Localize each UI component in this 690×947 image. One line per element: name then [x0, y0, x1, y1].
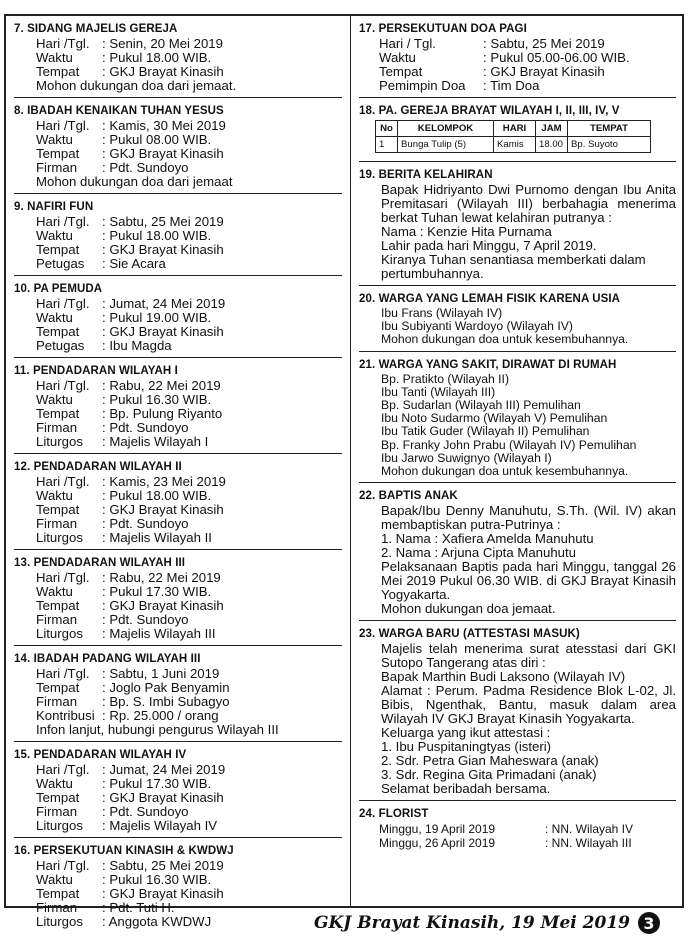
detail-label: Tempat: [36, 242, 80, 257]
section-title: 22. BAPTIS ANAK: [359, 490, 458, 503]
list-item: Ibu Subiyanti Wardoyo (Wilayah IV): [381, 319, 573, 334]
detail-value: : Kamis, 30 Mei 2019: [102, 118, 226, 133]
detail-row: [379, 37, 676, 51]
section-title: 20. WARGA YANG LEMAH FISIK KARENA USIA: [359, 293, 621, 305]
detail-value: : GKJ Brayat Kinasih: [102, 598, 224, 613]
right-column: [350, 16, 682, 906]
section-title: 23. WARGA BARU (ATTESTASI MASUK): [359, 628, 580, 641]
detail-label: Tempat: [36, 406, 80, 421]
birth-text: Bapak Hidriyanto Dwi Purnomo dengan Ibu Anita Premitasari (Wilayah III) berbahagia menerima berkat Tuhan lewat kelahiran putranya :: [381, 182, 676, 225]
detail-row: [36, 133, 342, 147]
detail-label: Liturgos: [36, 914, 83, 929]
attestation-m1: 1. Ibu Puspitaningtyas (isteri): [381, 739, 552, 755]
table-cell: 1: [376, 137, 398, 153]
attestation-who: Bapak Marthin Budi Laksono (Wilayah IV): [381, 669, 626, 685]
detail-row: [36, 667, 342, 681]
detail-value: : Rp. 25.000 / orang: [102, 708, 219, 723]
detail-value: : Pukul 18.00 WIB.: [102, 50, 212, 65]
detail-value: : GKJ Brayat Kinasih: [102, 502, 224, 517]
section-title: 13. PENDADARAN WILAYAH III: [14, 557, 186, 569]
detail-label: Tempat: [36, 790, 80, 805]
detail-value: : Majelis Wilayah I: [102, 434, 209, 449]
detail-label: Firman: [36, 804, 78, 819]
section-s16: [14, 844, 342, 933]
detail-value: : Pdt. Sundoyo: [102, 420, 189, 435]
detail-label: Waktu: [36, 488, 73, 503]
detail-row: [379, 51, 676, 65]
group-table: [375, 120, 651, 153]
detail-label: Hari /Tgl.: [36, 666, 90, 681]
detail-value: : Sabtu, 1 Juni 2019: [102, 666, 220, 681]
attestation-intro: Majelis telah menerima surat atesstasi dari GKI Sutopo Tangerang atas diri :: [381, 641, 676, 671]
section-s24: [359, 807, 676, 854]
detail-row: [36, 65, 342, 79]
detail-row: [36, 887, 342, 901]
footer-title: GKJ Brayat Kinasih, 19 Mei 2019: [314, 913, 630, 933]
detail-rows: [14, 571, 342, 641]
section-s9: [14, 200, 342, 276]
section-title: 12. PENDADARAN WILAYAH II: [14, 461, 182, 473]
detail-label: Waktu: [36, 228, 73, 243]
detail-row: [36, 379, 342, 393]
page-number: 3: [638, 912, 660, 934]
section-s12: [14, 460, 342, 550]
baptism-schedule: Pelaksanaan Baptis pada hari Minggu, tanggal 26 Mei 2019 Pukul 06.30 WIB. di GKJ Brayat Kinasih Yogyakarta.: [381, 559, 676, 603]
list-item: Mohon dukungan doa untuk kesembuhannya.: [381, 332, 629, 347]
detail-row: [36, 777, 342, 791]
detail-value: : Majelis Wilayah III: [102, 626, 216, 641]
detail-label: Waktu: [36, 132, 73, 147]
detail-label: Firman: [36, 694, 78, 709]
baptism-intro: Bapak/Ibu Denny Manuhutu, S.Th. (Wil. IV) akan membaptiskan putra-Putrinya :: [381, 503, 676, 533]
section-title: 11. PENDADARAN WILAYAH I: [14, 365, 178, 377]
table-header: HARI: [494, 121, 536, 137]
detail-row: [36, 805, 342, 819]
detail-label: Waktu: [36, 872, 73, 887]
list-item: Ibu Tanti (Wilayah III): [381, 384, 496, 399]
detail-row: [36, 161, 342, 175]
detail-rows: [14, 379, 342, 449]
detail-value: : Pdt. Sundoyo: [102, 612, 189, 627]
detail-value: : Pukul 16.30 WIB.: [102, 392, 212, 407]
table-row: [376, 137, 651, 153]
detail-row: [36, 613, 342, 627]
section-s18: [359, 104, 676, 162]
detail-value: : Pdt. Sundoyo: [102, 804, 189, 819]
detail-label: Firman: [36, 420, 78, 435]
section-title: 10. PA PEMUDA: [14, 283, 103, 295]
detail-value: : Pukul 08.00 WIB.: [102, 132, 212, 147]
list-item: Bp. Pratikto (Wilayah II): [381, 371, 510, 386]
detail-row: [36, 571, 342, 585]
section-s19: [359, 168, 676, 286]
detail-row: [36, 325, 342, 339]
section-title: 17. PERSEKUTUAN DOA PAGI: [359, 23, 527, 35]
detail-label: Kontribusi: [36, 708, 95, 723]
detail-rows: [14, 119, 342, 175]
section-s22: [359, 489, 676, 621]
birth-date: Lahir pada hari Minggu, 7 April 2019.: [381, 238, 597, 253]
detail-row: [36, 311, 342, 325]
detail-label: Waktu: [36, 584, 73, 599]
florist-date: Minggu, 26 April 2019: [379, 836, 496, 851]
detail-row: [36, 599, 342, 613]
detail-value: : Majelis Wilayah II: [102, 530, 212, 545]
page-footer: [314, 910, 660, 936]
detail-row: [36, 119, 342, 133]
florist-row: [379, 822, 676, 836]
detail-value: : Pukul 18.00 WIB.: [102, 228, 212, 243]
detail-label: Hari / Tgl.: [379, 36, 436, 51]
detail-label: Pemimpin Doa: [379, 78, 466, 93]
detail-rows: [359, 37, 676, 93]
table-cell: 18.00: [536, 137, 568, 153]
detail-label: Waktu: [36, 310, 73, 325]
section-title: 15. PENDADARAN WILAYAH IV: [14, 749, 187, 761]
detail-label: Firman: [36, 900, 78, 915]
detail-label: Tempat: [36, 680, 80, 695]
list-item: Ibu Frans (Wilayah IV): [381, 306, 503, 320]
detail-value: : GKJ Brayat Kinasih: [483, 64, 605, 79]
detail-value: : Pukul 17.30 WIB.: [102, 776, 212, 791]
section-s10: [14, 282, 342, 358]
detail-value: : Kamis, 23 Mei 2019: [102, 474, 226, 489]
detail-value: : Pukul 19.00 WIB.: [102, 310, 212, 325]
detail-row: [36, 393, 342, 407]
attestation-addr: Alamat : Perum. Padma Residence Blok L-02, Jl. Bibis, Ngenthak, Bantu, masuk dalam area Wilayah IV GKJ Brayat Kinasih Yogyakarta.: [381, 683, 676, 727]
table-header-row: [376, 121, 651, 137]
table-header: JAM: [536, 121, 568, 137]
attestation-fam: Keluarga yang ikut attestasi :: [381, 725, 551, 741]
detail-row: [36, 901, 342, 915]
section-s15: [14, 748, 342, 838]
detail-value: : Majelis Wilayah IV: [102, 818, 218, 833]
detail-row: [36, 791, 342, 805]
detail-value: : Tim Doa: [483, 78, 540, 93]
detail-label: Hari /Tgl.: [36, 296, 90, 311]
detail-value: : Pukul 17.30 WIB.: [102, 584, 212, 599]
child-2: 2. Nama : Arjuna Cipta Manuhutu: [381, 545, 576, 561]
detail-value: : Rabu, 22 Mei 2019: [102, 570, 221, 585]
detail-row: [36, 585, 342, 599]
section-s17: [359, 22, 676, 98]
detail-value: : Sabtu, 25 Mei 2019: [102, 858, 224, 873]
detail-rows: [14, 37, 342, 79]
table-header: KELOMPOK: [398, 121, 494, 137]
list-item: Ibu Tatik Guder (Wilayah II) Pemulihan: [381, 424, 590, 439]
blessing: Kiranya Tuhan senantiasa memberkati dalam pertumbuhannya.: [381, 252, 646, 281]
list-item: Ibu Noto Sudarmo (Wilayah V) Pemulihan: [381, 411, 608, 426]
detail-label: Hari /Tgl.: [36, 36, 90, 51]
detail-label: Firman: [36, 160, 78, 175]
detail-row: [36, 859, 342, 873]
detail-rows: [14, 215, 342, 271]
left-column: [6, 16, 350, 929]
detail-value: : Sie Acara: [102, 256, 166, 271]
child-1: 1. Nama : Xafiera Amelda Manuhutu: [381, 531, 594, 547]
detail-value: : Jumat, 24 Mei 2019: [102, 762, 226, 777]
detail-label: Waktu: [36, 776, 73, 791]
detail-row: [36, 695, 342, 709]
section-s14: [14, 652, 342, 742]
detail-label: Hari /Tgl.: [36, 570, 90, 585]
table-header: No: [376, 121, 398, 137]
section-title: 7. SIDANG MAJELIS GEREJA: [14, 23, 178, 35]
detail-rows: [14, 763, 342, 833]
section-note: Mohon dukungan doa dari jemaat.: [36, 78, 237, 93]
section-title: 9. NAFIRI FUN: [14, 201, 94, 213]
detail-label: Hari /Tgl.: [36, 858, 90, 873]
table-cell: Bp. Suyoto: [568, 137, 651, 153]
section-title: 8. IBADAH KENAIKAN TUHAN YESUS: [14, 105, 224, 117]
section-s21: [359, 358, 676, 484]
detail-label: Tempat: [36, 886, 80, 901]
detail-value: : Anggota KWDWJ: [102, 914, 212, 929]
detail-value: : Bp. Pulung Riyanto: [102, 406, 223, 421]
detail-label: Waktu: [379, 50, 416, 65]
detail-row: [36, 51, 342, 65]
detail-row: [36, 339, 342, 353]
detail-row: [36, 627, 342, 641]
sick-list: [359, 373, 676, 479]
florist-assignee: : NN. Wilayah III: [545, 836, 632, 851]
baptism-note: Mohon dukungan doa jemaat.: [381, 601, 556, 617]
list-item: Bp. Sudarlan (Wilayah III) Pemulihan: [381, 398, 581, 413]
detail-row: [36, 489, 342, 503]
elderly-list: [359, 307, 676, 347]
detail-label: Tempat: [36, 146, 80, 161]
detail-value: : Pukul 05.00-06.00 WIB.: [483, 50, 630, 65]
table-cell: Kamis: [494, 137, 536, 153]
detail-label: Liturgos: [36, 434, 83, 449]
detail-label: Waktu: [36, 392, 73, 407]
detail-row: [36, 229, 342, 243]
section-title: 14. IBADAH PADANG WILAYAH III: [14, 653, 201, 665]
section-note: Mohon dukungan doa dari jemaat: [36, 174, 233, 189]
detail-row: [36, 257, 342, 271]
detail-row: [36, 407, 342, 421]
detail-rows: [14, 297, 342, 353]
table-header: TEMPAT: [568, 121, 651, 137]
detail-label: Petugas: [36, 338, 85, 353]
detail-row: [36, 531, 342, 545]
detail-label: Waktu: [36, 50, 73, 65]
detail-row: [36, 915, 342, 929]
detail-value: : Pukul 18.00 WIB.: [102, 488, 212, 503]
section-s23: [359, 627, 676, 801]
detail-row: [379, 79, 676, 93]
detail-row: [36, 873, 342, 887]
detail-label: Firman: [36, 516, 78, 531]
attestation-end: Selamat beribadah bersama.: [381, 781, 551, 797]
detail-label: Hari /Tgl.: [36, 378, 90, 393]
detail-label: Tempat: [379, 64, 423, 79]
florist-row: [379, 836, 676, 850]
detail-label: Tempat: [36, 502, 80, 517]
detail-label: Hari /Tgl.: [36, 214, 90, 229]
section-s13: [14, 556, 342, 646]
section-title: 19. BERITA KELAHIRAN: [359, 169, 493, 181]
detail-value: : Ibu Magda: [102, 338, 172, 353]
detail-value: : Pukul 16.30 WIB.: [102, 872, 212, 887]
section-title: 21. WARGA YANG SAKIT, DIRAWAT DI RUMAH: [359, 358, 617, 371]
attestation-m2: 2. Sdr. Petra Gian Maheswara (anak): [381, 753, 599, 769]
detail-rows: [14, 475, 342, 545]
section-s7: [14, 22, 342, 98]
attestation-m3: 3. Sdr. Regina Gita Primadani (anak): [381, 767, 597, 783]
detail-label: Firman: [36, 612, 78, 627]
section-s11: [14, 364, 342, 454]
florist-rows: [359, 822, 676, 850]
detail-value: : Pdt. Tuti H.: [102, 900, 175, 915]
detail-row: [36, 709, 342, 723]
detail-label: Liturgos: [36, 626, 83, 641]
list-item: Bp. Franky John Prabu (Wilayah IV) Pemulihan: [381, 437, 637, 452]
detail-row: [36, 819, 342, 833]
detail-row: [36, 475, 342, 489]
florist-assignee: : NN. Wilayah IV: [545, 822, 634, 837]
detail-label: Tempat: [36, 598, 80, 613]
detail-value: : Sabtu, 25 Mei 2019: [483, 36, 605, 51]
detail-row: [36, 681, 342, 695]
list-item: Mohon dukungan doa untuk kesembuhannya.: [381, 464, 629, 479]
section-title: 24. FLORIST: [359, 808, 429, 821]
section-title: 16. PERSEKUTUAN KINASIH & KWDWJ: [14, 845, 234, 857]
florist-date: Minggu, 19 April 2019: [379, 822, 496, 837]
detail-value: : GKJ Brayat Kinasih: [102, 790, 224, 805]
section-note: Infon lanjut, hubungi pengurus Wilayah III: [36, 722, 279, 737]
detail-row: [36, 243, 342, 257]
detail-row: [36, 297, 342, 311]
detail-value: : GKJ Brayat Kinasih: [102, 886, 224, 901]
section-s20: [359, 292, 676, 352]
detail-row: [36, 215, 342, 229]
detail-value: : Bp. S. Imbi Subagyo: [102, 694, 230, 709]
detail-label: Hari /Tgl.: [36, 118, 90, 133]
detail-value: : Sabtu, 25 Mei 2019: [102, 214, 224, 229]
detail-row: [36, 147, 342, 161]
detail-value: : Jumat, 24 Mei 2019: [102, 296, 226, 311]
detail-value: : GKJ Brayat Kinasih: [102, 324, 224, 339]
detail-value: : GKJ Brayat Kinasih: [102, 64, 224, 79]
detail-value: : Senin, 20 Mei 2019: [102, 36, 223, 51]
detail-row: [36, 435, 342, 449]
detail-row: [36, 421, 342, 435]
detail-value: : GKJ Brayat Kinasih: [102, 146, 224, 161]
detail-label: Tempat: [36, 324, 80, 339]
detail-label: Petugas: [36, 256, 85, 271]
table-cell: Bunga Tulip (5): [398, 137, 494, 153]
detail-value: : Pdt. Sundoyo: [102, 160, 189, 175]
baby-name: Nama : Kenzie Hita Purnama: [381, 224, 552, 239]
detail-row: [36, 763, 342, 777]
section-title: 18. PA. GEREJA BRAYAT WILAYAH I, II, III, IV, V: [359, 105, 620, 117]
detail-label: Liturgos: [36, 818, 83, 833]
detail-row: [36, 517, 342, 531]
list-item: Ibu Jarwo Suwignyo (Wilayah I): [381, 450, 552, 465]
detail-label: Liturgos: [36, 530, 83, 545]
detail-row: [36, 37, 342, 51]
detail-value: : Pdt. Sundoyo: [102, 516, 189, 531]
detail-rows: [14, 667, 342, 723]
detail-row: [379, 65, 676, 79]
detail-value: : Rabu, 22 Mei 2019: [102, 378, 221, 393]
detail-row: [36, 503, 342, 517]
section-s8: [14, 104, 342, 194]
detail-rows: [14, 859, 342, 929]
detail-label: Hari /Tgl.: [36, 474, 90, 489]
detail-value: : GKJ Brayat Kinasih: [102, 242, 224, 257]
detail-label: Hari /Tgl.: [36, 762, 90, 777]
detail-value: : Joglo Pak Benyamin: [102, 680, 230, 695]
detail-label: Tempat: [36, 64, 80, 79]
